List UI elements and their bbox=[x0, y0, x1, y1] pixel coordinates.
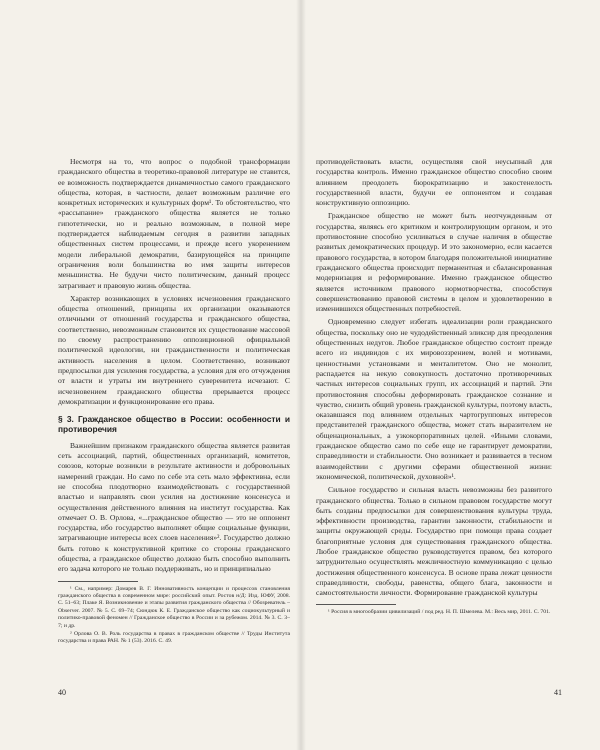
paragraph: противодействовать власти, осуществляя свой неусыпный для государства контроль. Именно гражданское общество способно своим влиянием преодолеть бюрократизацию и закостенелость государственной власти, будучи ее оппонентом и создавая конструктивную оппозицию. bbox=[316, 157, 552, 208]
page-number: 40 bbox=[58, 688, 66, 697]
left-text-column bbox=[58, 157, 290, 646]
footnote-divider bbox=[316, 604, 396, 605]
paragraph: Важнейшим признаком гражданского общества является развитая сеть ассоциаций, партий, общественных организаций, комитетов, союзов, которые возникли в результате активности и добровольных намерений граждан. Но само по себе эта сеть мало эффективна, если не способна плодотворно взаимодействовать с государственной властью и направлять свои усилия на достижение консенсуса и осуществления действенного влияния на институт государства. Как отмечает О. В. Орлова, «...гражданское общество — это не оппонент государства, ибо государство выполняет общие социальные функции, затрагивающие интересы всех слоев населения»². Государство должно быть готово к конструктивной критике со стороны гражданского общества, а гражданское общество должно быть способно выполнить его задача которого не только поддерживать, но и принципиально bbox=[58, 440, 290, 574]
footnote: ¹ См., например: Домарев В. Г. Инновативность концепции и процессов становления гражданского общества в современном мире: российский опыт. Ростов н/Д: Изд. ЮФУ, 2008. С. 51–63; Плаке Я. Возникновение и этапы развития гражданского общества // Обозреватель – Observer. 2007. № 5. С. 69–74; Сюндюк К. Е. Гражданское общество как социокультурный и политико-правовой феномен // Гражданское общество в России и за рубежом. 2014. № 3. С. 3–7; и др. bbox=[58, 585, 290, 629]
left-page bbox=[0, 0, 298, 750]
section-heading: § 3. Гражданское общество в России: особенности и противоречия bbox=[58, 414, 290, 435]
page-number: 41 bbox=[554, 688, 562, 697]
footnote-divider bbox=[58, 581, 138, 582]
right-text-column bbox=[316, 157, 552, 617]
paragraph: Одновременно следует избегать идеализации роли гражданского общества, поскольку оно не чудодейственный эликсир для преодоления общественных недугов. Любое гражданское общество состоит прежде всего из индивидов с их мировоззрением, волей и мотивами, ценностными установками и менталитетом. Оно не монолит, распадается на некую совокупность достаточно противоречивых частных интересов социальных групп, их ассоциаций и партий. Эти противостояния способны деформировать гражданское сознание и чувство, снизить общий уровень гражданской культуры, поэтому власть, оказавшаяся под влиянием отдельных чартогрупповых интересов представителей гражданского общества, может стать выразителем не общенациональных, а узкокорпоративных целей. «Иными словами, гражданское общество само по себе еще не гарантирует демократии, справедливости и стабильности. Оно возникает и развивается в тесном взаимодействии с другими сферами общественной жизни: экономической, политической, духовной»¹. bbox=[316, 317, 552, 481]
footnote: ¹ Россия в многообразии цивилизаций / под ред. Н. П. Шмелева. М.: Весь мир, 2011. С. 701. bbox=[328, 609, 551, 616]
footnote: ² Орлова О. В. Роль государства в правах в гражданском обществе // Труды Института государства и права РАН. № 1 (53). 2016. С. 49. bbox=[58, 631, 290, 645]
paragraph: Сильное государство и сильная власть невозможны без развитого гражданского общества. Только в сильном правовом государстве могут быть созданы предпосылки для совершенствования культуры труда, эффективности производства, гарантии законности, стабильности и защиты окружающей среды. Государство при помощи права создает благоприятные условия для существования гражданского общества. Любое гражданское общество руководствуется правом, без которого затруднительно осуществлять межличностную коммуникацию с целью достижения общественного консенсуса. В основе права лежат ценности справедливости, свободы, равенства, общего блага, законности и самостоятельности личности. Формирование гражданской культуры bbox=[316, 485, 552, 598]
paragraph: Гражданское общество не может быть неотчужденным от государства, являясь его критиком и контролирующим органом, и это противостояние способно усиливаться в случае наличия в обществе развитых демократических процедур. И это закономерно, если касается правового государства, в котором благодаря положительной инициативе гражданского общества происходит перманентная и сбалансированная модернизация и реформирование. Именно гражданское общество является источником правового нормотворчества, способствуя совершенствованию правовой системы в целом и удовлетворению в изменившихся общественных потребностей. bbox=[316, 211, 552, 314]
paragraph: Характер возникающих в условиях исчезновения гражданского общества отношений, принципы их организации оказываются отличными от отношений государства и гражданского общества, соответственно, невозможным становится их существование массовой по своему распространению оппозиционной официальной политической идеологии, ни гражданственности и политическая активность населения в целом. Соответственно, возникают предпосылки для усиления государства, а условия для его отчуждения от власти и утраты им внутреннего суверенитета исчезают. С исчезновением гражданского общества прерывается процесс демократизации и функционирование его права. bbox=[58, 293, 290, 406]
paragraph: Несмотря на то, что вопрос о подобной трансформации гражданского общества в теоретико-правовой литературе не ставится, ее возможность подтверждается динамичностью самого гражданского общества, которая, в частности, делает возможным различие его конкретных исторических и культурных форм¹. То обстоятельство, что «рассыпание» гражданского общества является не только гипотетически, но и реально возможным, в полной мере подтверждается наблюдаемым сегодня в развитии западных общественных систем процессами, и прежде всего укоренением модели либеральной демократии, базирующейся на принципе ограничения воли большинства во имя защиты интересов меньшинства. Не будучи чисто политическим, данный процесс затрагивает и правовую жизнь общества. bbox=[58, 157, 290, 290]
right-page bbox=[302, 0, 600, 750]
